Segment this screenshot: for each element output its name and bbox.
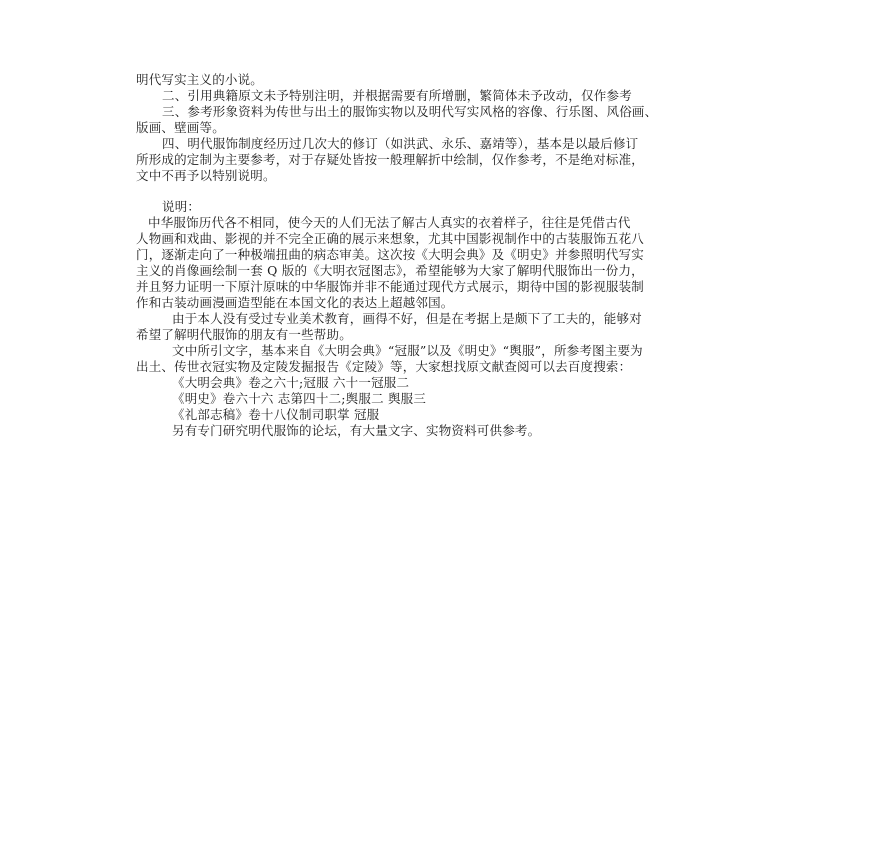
paragraph-line: 主义的肖像画绘制一套 Q 版的《大明衣冠图志》，希望能够为大家了解明代服饰出一份力， <box>136 263 644 278</box>
paragraph-line: 二、引用典籍原文未予特别注明，并根据需要有所增删，繁简体未予改动，仅作参考 <box>162 88 632 103</box>
paragraph-line: 希望了解明代服饰的朋友有一些帮助。 <box>136 327 352 342</box>
paragraph-line: 中华服饰历代各不相同，使今天的人们无法了解古人真实的衣着样子，往往是凭借古代 <box>148 215 631 230</box>
reference-line: 《明史》卷六十六 志第四十二;舆服二 舆服三 <box>172 391 427 406</box>
paragraph-line: 四、明代服饰制度经历过几次大的修订（如洪武、永乐、嘉靖等），基本是以最后修订 <box>162 136 639 151</box>
reference-line: 《大明会典》卷之六十;冠服 六十一冠服二 <box>172 375 410 390</box>
paragraph-line: 明代写实主义的小说。 <box>136 72 264 87</box>
paragraph-line: 人物画和戏曲、影视的并不完全正确的展示来想象，尤其中国影视制作中的古装服饰五花八 <box>136 231 645 246</box>
paragraph-line: 门，逐渐走向了一种极端扭曲的病态审美。这次按《大明会典》及《明史》并参照明代写实 <box>136 247 645 262</box>
paragraph-line: 文中所引文字，基本来自《大明会典》“冠服”以及《明史》“舆服”，所参考图主要为 <box>172 343 643 358</box>
note-heading: 说明： <box>162 199 201 214</box>
reference-line: 《礼部志稿》卷十八仪制司职掌 冠服 <box>172 407 380 422</box>
paragraph-line: 所形成的定制为主要参考，对于存疑处皆按一般理解折中绘制，仅作参考，不是绝对标准， <box>136 152 645 167</box>
paragraph-line: 作和古装动画漫画造型能在本国文化的表达上超越邻国。 <box>136 295 454 310</box>
paragraph-line: 文中不再予以特别说明。 <box>136 168 276 183</box>
paragraph-line: 出土、传世衣冠实物及定陵发掘报告《定陵》等，大家想找原文献查阅可以去百度搜索： <box>136 359 632 374</box>
paragraph-line: 版画、壁画等。 <box>136 120 225 135</box>
paragraph-line: 另有专门研究明代服饰的论坛，有大量文字、实物资料可供参考。 <box>172 423 541 438</box>
paragraph-line: 由于本人没有受过专业美术教育，画得不好，但是在考据上是颇下了工夫的，能够对 <box>172 311 642 326</box>
paragraph-line: 并且努力证明一下原汁原味的中华服饰并非不能通过现代方式展示，期待中国的影视服装制 <box>136 279 645 294</box>
paragraph-line: 三、参考形象资料为传世与出土的服饰实物以及明代写实风格的容像、行乐图、风俗画、 <box>162 104 658 119</box>
